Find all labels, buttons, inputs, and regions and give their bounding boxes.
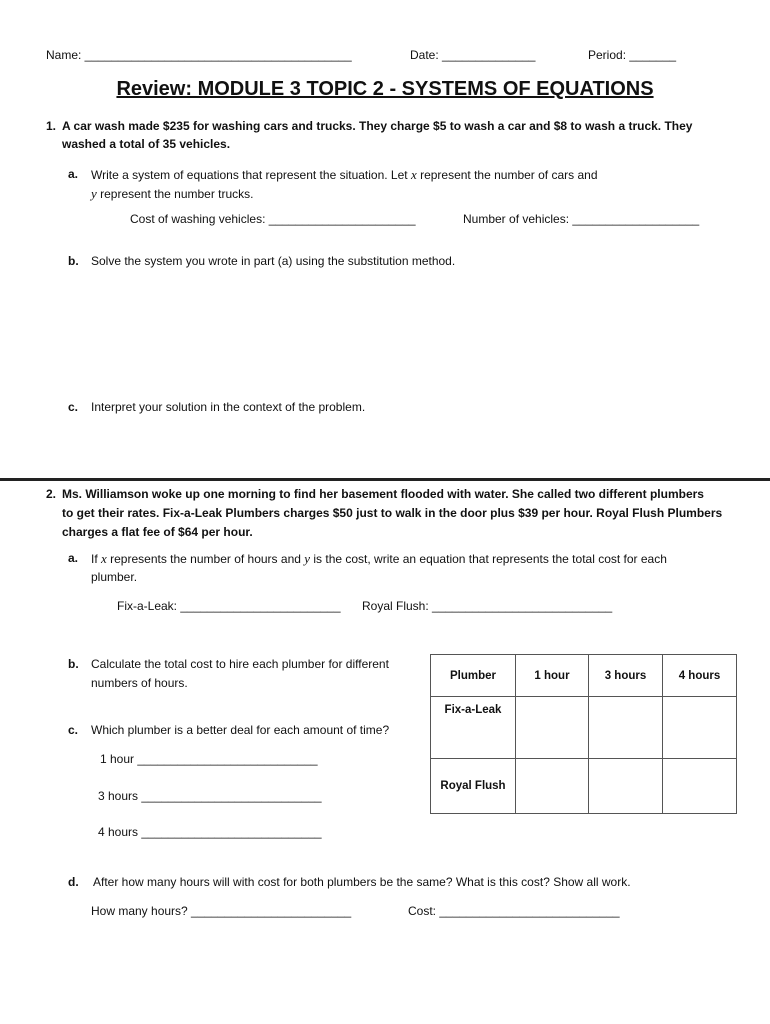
cost-table	[430, 654, 737, 814]
table-cell-royal-1-hour[interactable]	[516, 759, 589, 814]
table-cell-fix-1-hour[interactable]	[516, 697, 589, 759]
table-cell-fix-4-hours[interactable]	[663, 697, 737, 759]
q2a-text-line2: plumber.	[91, 570, 138, 584]
q1-number: 1.	[46, 119, 57, 133]
q1c-text: Interpret your solution in the context of the problem.	[91, 400, 366, 414]
table-cell-royal-4-hours[interactable]	[663, 759, 737, 814]
q2-text-line2: to get their rates. Fix-a-Leak Plumbers charges $50 just to walk in the door plus $39 per hour. Royal Flush Plumbers	[62, 506, 723, 520]
table-row-label-royal-flush: Royal Flush	[431, 759, 516, 814]
q2a-label: a.	[68, 551, 79, 565]
table-header-1-hour: 1 hour	[516, 655, 589, 697]
q2c-4-hours-blank[interactable]: 4 hours ___________________________	[98, 825, 322, 839]
var-y: y	[304, 551, 311, 566]
q2b-label: b.	[68, 657, 79, 671]
var-x: x	[410, 167, 417, 182]
q1-text-line2: washed a total of 35 vehicles.	[62, 137, 231, 151]
q2a-text-line1: If x represents the number of hours and y is the cost, write an equation that represents the total cost for each	[91, 551, 667, 566]
q1-text-line1: A car wash made $235 for washing cars and trucks. They charge $5 to wash a car and $8 to wash a truck. They	[62, 119, 693, 133]
q2c-3-hours-blank[interactable]: 3 hours ___________________________	[98, 789, 322, 803]
q2-number: 2.	[46, 487, 57, 501]
q2b-text-line2: numbers of hours.	[91, 676, 188, 690]
q2c-text: Which plumber is a better deal for each amount of time?	[91, 723, 390, 737]
q1a-text-line2: y represent the number trucks.	[91, 186, 254, 201]
name-field[interactable]: Name: ________________________________________	[46, 48, 352, 62]
q2b-text-line1: Calculate the total cost to hire each plumber for different	[91, 657, 389, 671]
q2-text-line3: charges a flat fee of $64 per hour.	[62, 525, 253, 539]
q2a-royal-blank[interactable]: Royal Flush: ___________________________	[362, 599, 613, 613]
q2d-hours-blank[interactable]: How many hours? ________________________	[91, 904, 352, 918]
q2d-cost-blank[interactable]: Cost: ___________________________	[408, 904, 620, 918]
date-field[interactable]: Date: ______________	[410, 48, 536, 62]
var-y: y	[91, 186, 97, 201]
table-header-3-hours: 3 hours	[589, 655, 663, 697]
q2c-1-hour-blank[interactable]: 1 hour ___________________________	[100, 752, 318, 766]
table-cell-royal-3-hours[interactable]	[589, 759, 663, 814]
q1a-number-blank[interactable]: Number of vehicles: ___________________	[463, 212, 700, 226]
var-x: x	[101, 551, 107, 566]
table-header-row	[431, 655, 737, 697]
q1a-cost-blank[interactable]: Cost of washing vehicles: ______________________	[130, 212, 416, 226]
q1a-text-line1: Write a system of equations that represent the situation. Let x represent the number of cars and	[91, 167, 598, 182]
q1b-label: b.	[68, 254, 79, 268]
page-title: Review: MODULE 3 TOPIC 2 - SYSTEMS OF EQUATIONS	[116, 78, 654, 100]
q2a-fix-blank[interactable]: Fix-a-Leak: ________________________	[117, 599, 341, 613]
table-row-label-fix-a-leak: Fix-a-Leak	[431, 697, 516, 759]
table-header-plumber: Plumber	[431, 655, 516, 697]
q2d-text: After how many hours will with cost for both plumbers be the same? What is this cost? Show all work.	[93, 875, 631, 889]
table-cell-fix-3-hours[interactable]	[589, 697, 663, 759]
table-row	[431, 697, 737, 759]
section-divider	[0, 478, 770, 481]
table-header-4-hours: 4 hours	[663, 655, 737, 697]
q2d-label: d.	[68, 875, 79, 889]
q2c-label: c.	[68, 723, 79, 737]
q1c-label: c.	[68, 400, 79, 414]
q1a-label: a.	[68, 167, 79, 181]
table-row	[431, 759, 737, 814]
q2-text-line1: Ms. Williamson woke up one morning to find her basement flooded with water. She called two different plumbers	[62, 487, 704, 501]
q1b-text: Solve the system you wrote in part (a) using the substitution method.	[91, 254, 456, 268]
period-field[interactable]: Period: _______	[588, 48, 677, 62]
